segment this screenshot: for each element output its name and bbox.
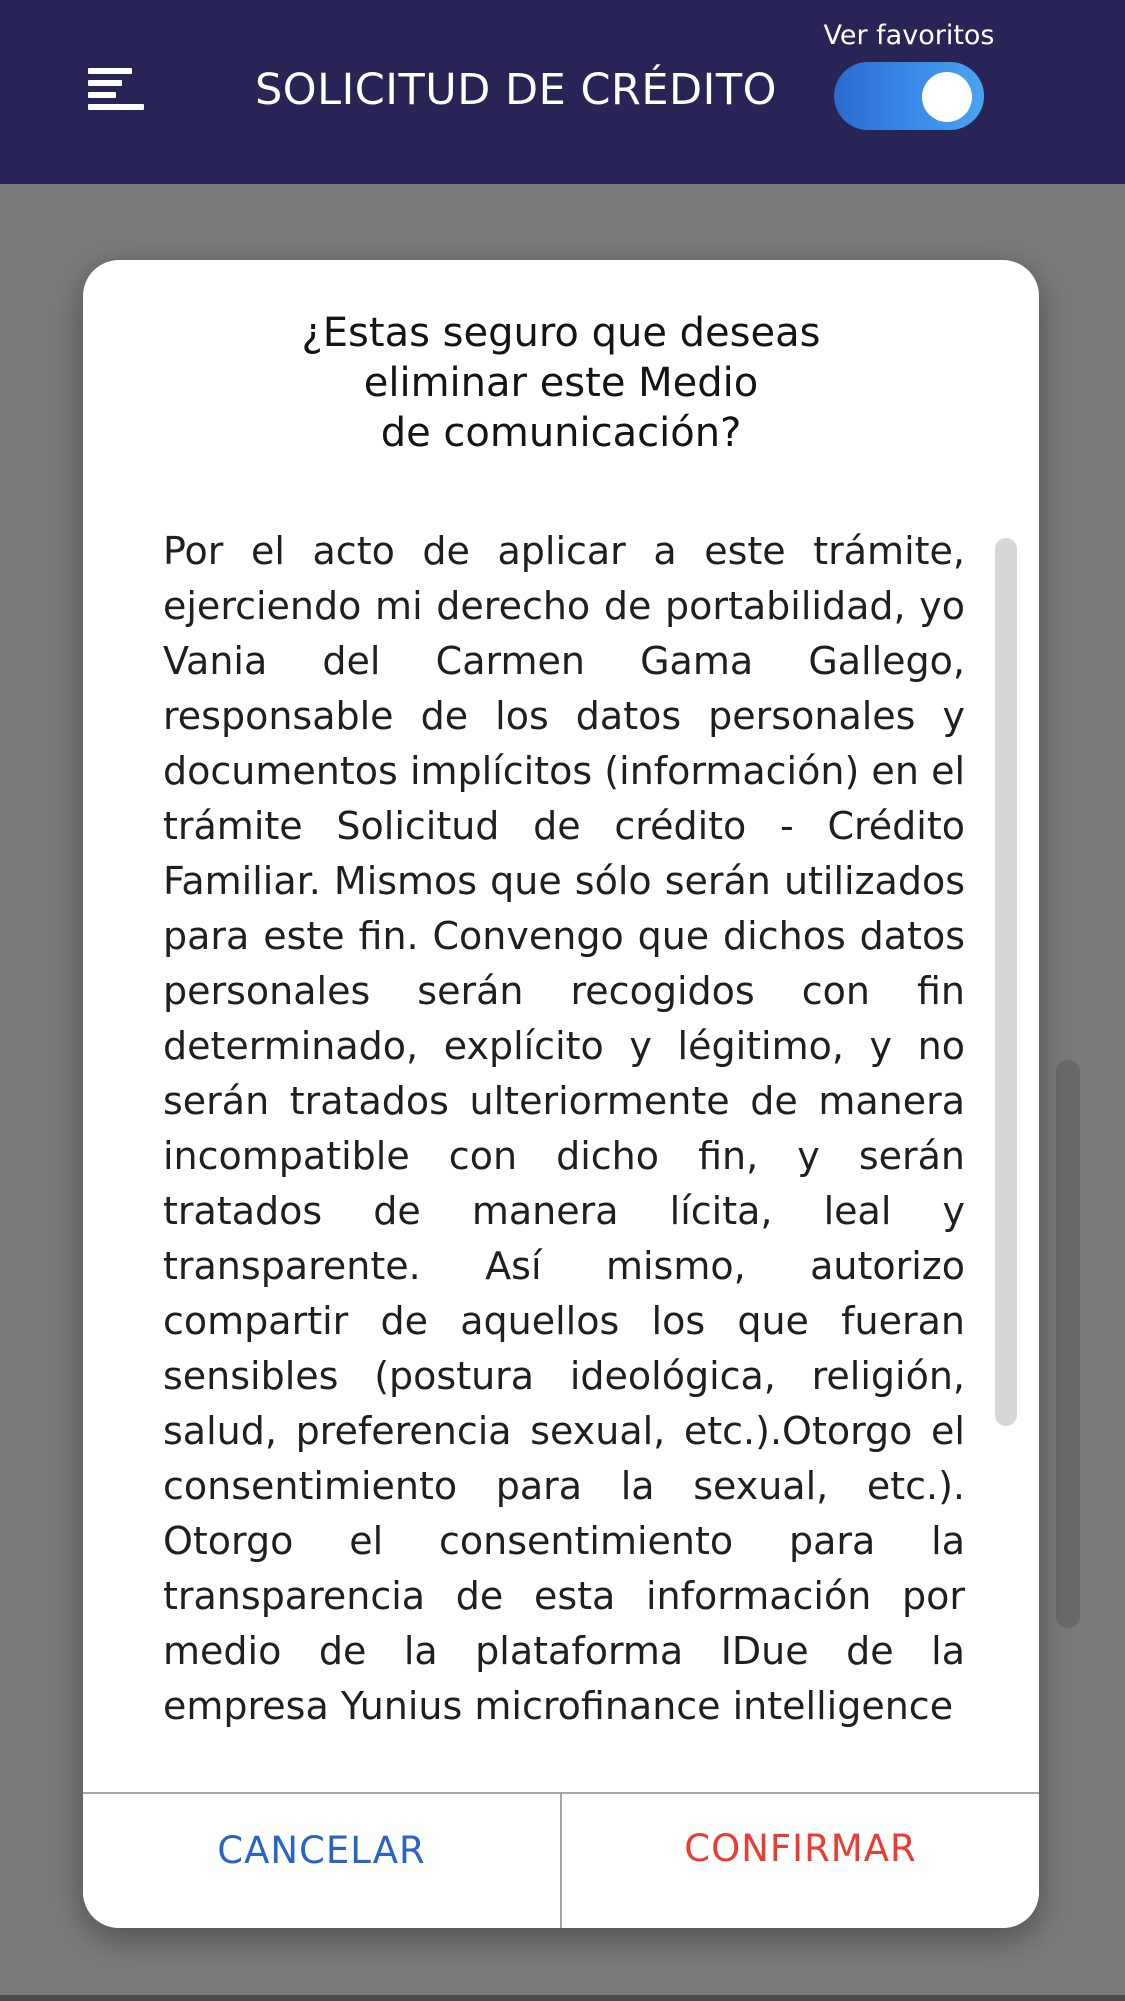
cancel-button[interactable]: CANCELAR <box>217 1829 426 1872</box>
bottom-strip <box>0 1995 1125 2001</box>
page-scrollbar-thumb[interactable] <box>1056 1060 1080 1628</box>
dialog-title: ¿Estas seguro que deseas eliminar este Medio de comunicación? <box>301 310 821 456</box>
confirm-delete-dialog <box>83 260 1039 1928</box>
confirm-button[interactable]: CONFIRMAR <box>684 1827 917 1870</box>
favorites-toggle[interactable] <box>834 62 984 130</box>
app-header <box>0 0 1125 184</box>
page-title: SOLICITUD DE CRÉDITO <box>255 65 777 115</box>
menu-icon[interactable] <box>88 68 144 112</box>
favorites-label: Ver favoritos <box>823 20 995 51</box>
dialog-scrollbar[interactable] <box>995 538 1017 1426</box>
dialog-actions <box>83 1792 1039 1928</box>
toggle-knob <box>922 72 972 122</box>
consent-text: Por el acto de aplicar a este trámite, ejerciendo mi derecho de portabilidad, yo Vania del Carmen Gama Gallego, responsable de los datos personales y documentos implícitos (información) en el trámite Solicitud de crédito - Crédito Familiar. Mismos que sólo serán utilizados para este fin. Convengo que dichos datos personales serán recogidos con fin determinado, explícito y légitimo, y no serán tratados ulteriormente de manera incompatible con dicho fin, y serán tratados de manera lícita, leal y transparente. Así mismo, autorizo compartir de aquellos los que fueran sensibles (postura ideológica, religión, salud, preferencia sexual, etc.).Otorgo el consentimiento para la sexual, etc.). Otorgo el consentimiento para la transparencia de esta información por medio de la plataforma IDue de la empresa Yunius microfinance intelligence <box>163 529 965 1728</box>
